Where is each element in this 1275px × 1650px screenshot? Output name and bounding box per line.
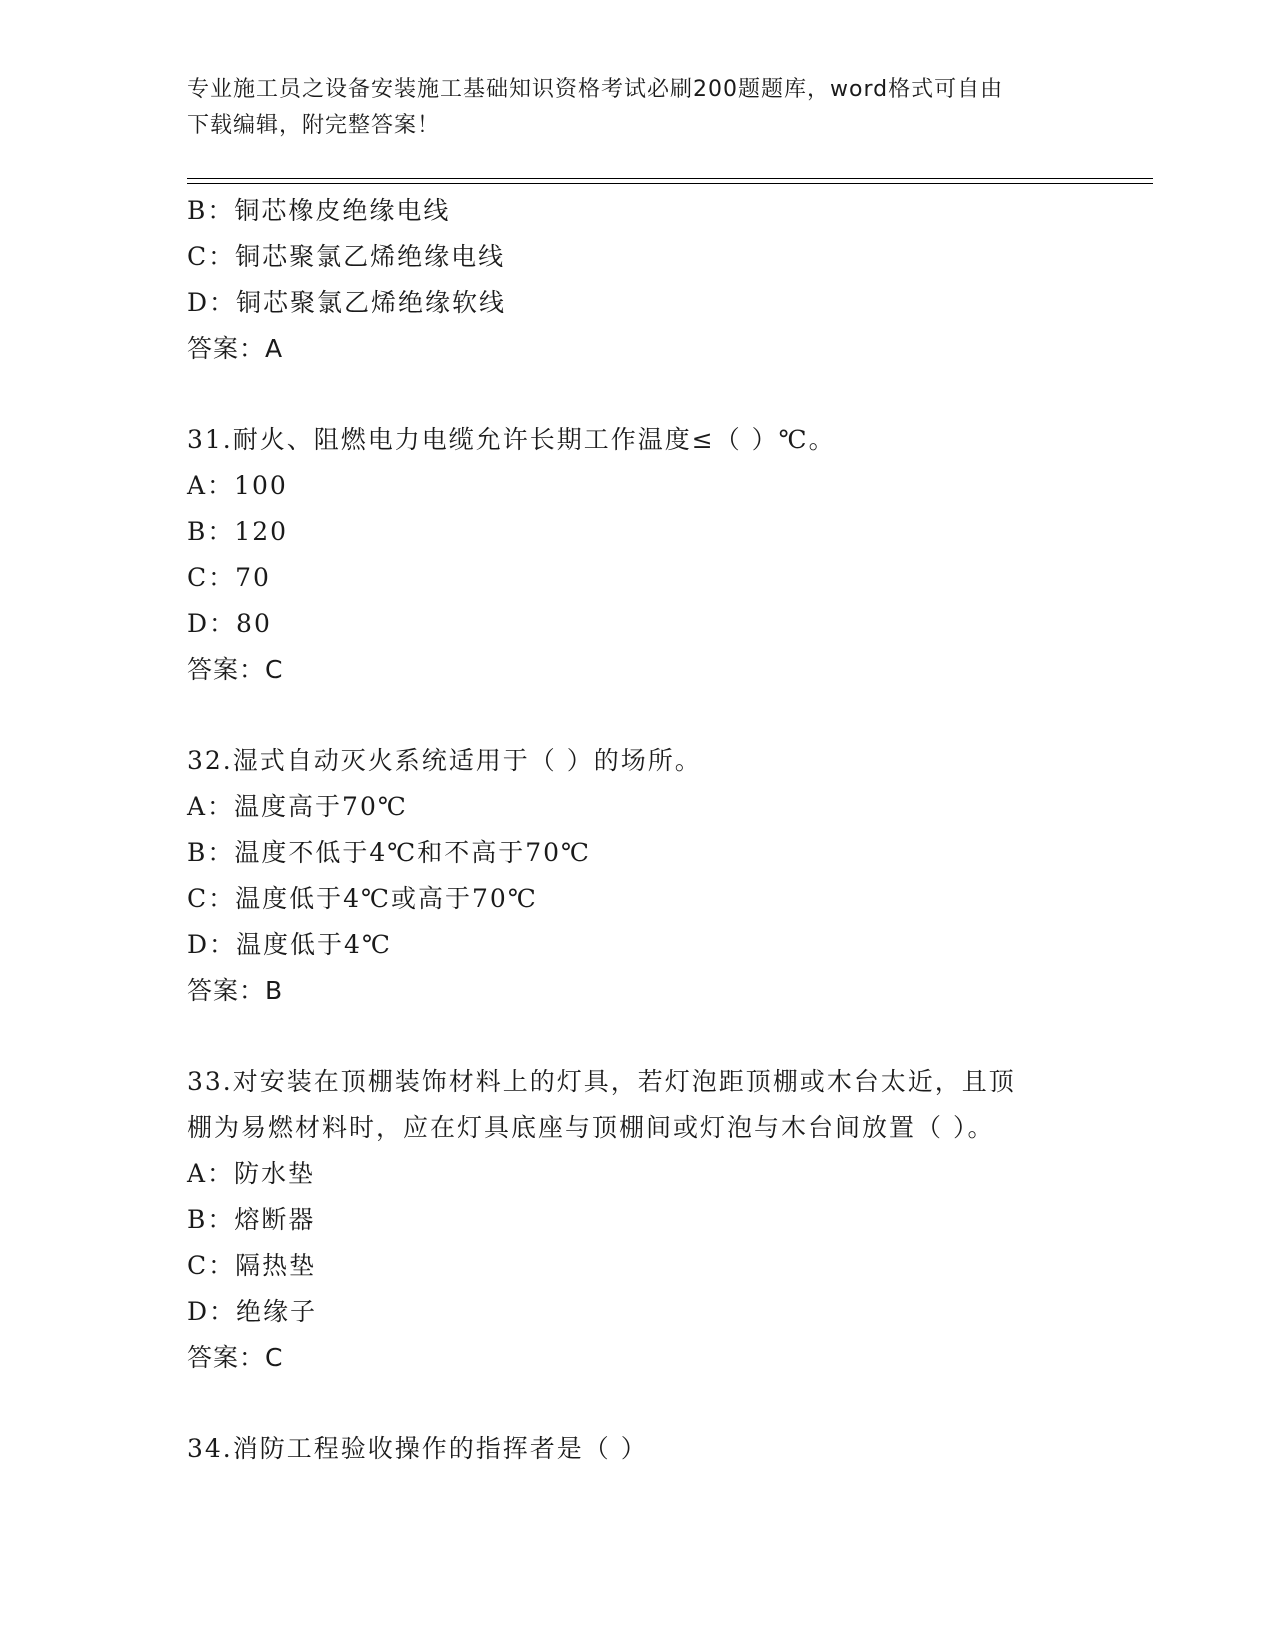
question-list <box>187 188 1087 1472</box>
option-a: A：100 <box>187 471 288 500</box>
answer: 答案：B <box>187 976 284 1005</box>
option-a: A：防水垫 <box>187 1159 316 1188</box>
option-c: C：温度低于4℃或高于70℃ <box>187 884 538 913</box>
question-34 <box>187 1426 1087 1472</box>
question-30-tail <box>187 188 1087 372</box>
question-stem-line-1: 33.对安装在顶棚装饰材料上的灯具，若灯泡距顶棚或木台太近，且顶 <box>187 1067 1016 1096</box>
answer: 答案：C <box>187 655 284 684</box>
option-d: D：绝缘子 <box>187 1297 318 1326</box>
option-b: B：温度不低于4℃和不高于70℃ <box>187 838 592 867</box>
question-stem: 32.湿式自动灭火系统适用于（ ）的场所。 <box>187 746 702 775</box>
answer: 答案：A <box>187 334 284 363</box>
option-b: B：120 <box>187 517 289 546</box>
question-stem-line-2: 棚为易燃材料时，应在灯具底座与顶棚间或灯泡与木台间放置（ ）。 <box>187 1113 995 1142</box>
option-d: D：温度低于4℃ <box>187 930 392 959</box>
answer: 答案：C <box>187 1343 284 1372</box>
question-stem: 31.耐火、阻燃电力电缆允许长期工作温度≤（ ）℃。 <box>187 425 836 454</box>
question-stem: 34.消防工程验收操作的指挥者是（ ） <box>187 1434 648 1463</box>
question-33 <box>187 1059 1087 1381</box>
document-header <box>187 72 1087 144</box>
header-line-2: 下载编辑，附完整答案！ <box>187 113 441 138</box>
option-b: B：铜芯橡皮绝缘电线 <box>187 196 451 225</box>
header-rule-bottom <box>187 183 1153 184</box>
header-rule-top <box>187 178 1153 179</box>
option-a: A：温度高于70℃ <box>187 792 408 821</box>
option-c: C：隔热垫 <box>187 1251 317 1280</box>
option-d: D：铜芯聚氯乙烯绝缘软线 <box>187 288 507 317</box>
option-d: D：80 <box>187 609 272 638</box>
option-b: B：熔断器 <box>187 1205 316 1234</box>
question-32 <box>187 738 1087 1014</box>
option-c: C：70 <box>187 563 271 592</box>
option-c: C：铜芯聚氯乙烯绝缘电线 <box>187 242 506 271</box>
header-line-1: 专业施工员之设备安装施工基础知识资格考试必刷200题题库，word格式可自由 <box>187 77 1004 102</box>
question-31 <box>187 417 1087 693</box>
